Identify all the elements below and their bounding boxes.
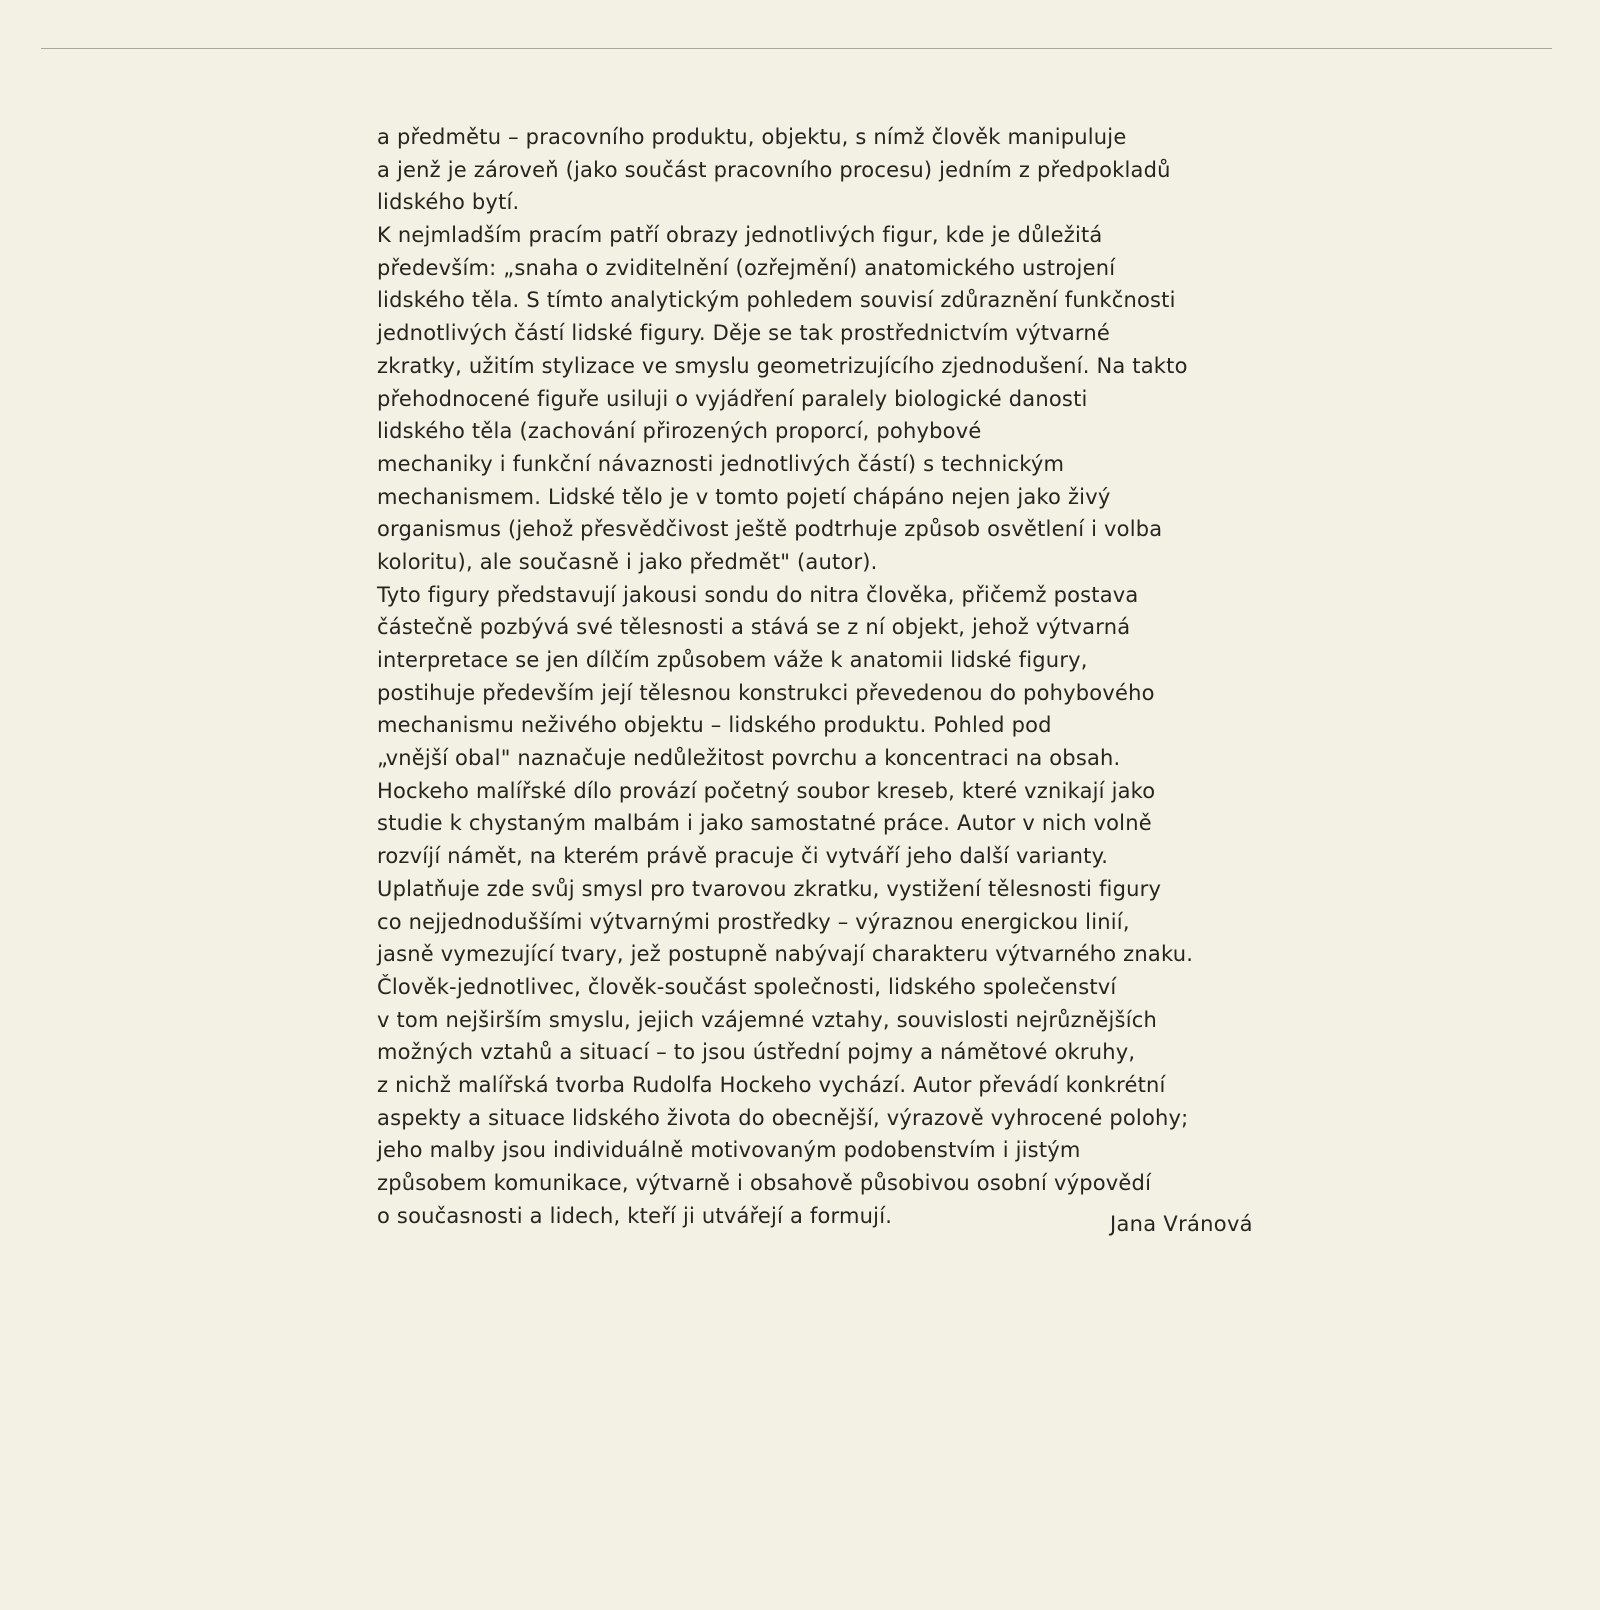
text-line: zkratky, užitím stylizace ve smyslu geometrizujícího zjednodušení. Na takto <box>377 353 1188 378</box>
text-line: K nejmladším pracím patří obrazy jednotlivých figur, kde je důležitá <box>377 223 1103 248</box>
text-line: lidského bytí. <box>377 190 520 215</box>
text-line: Uplatňuje zde svůj smysl pro tvarovou zkratku, vystižení tělesnosti figury <box>377 876 1162 901</box>
text-line: jeho malby jsou individuálně motivovaným podobenstvím i jistým <box>377 1138 1081 1163</box>
body-text <box>377 121 1377 1232</box>
text-line: a předmětu – pracovního produktu, objektu, s nímž člověk manipuluje <box>377 125 1127 149</box>
text-line: z nichž malířská tvorba Rudolfa Hockeho vychází. Autor převádí konkrétní <box>377 1072 1166 1097</box>
text-line: lidského těla. S tímto analytickým pohledem souvisí zdůraznění funkčnosti <box>377 288 1176 313</box>
text-line: mechanismem. Lidské tělo je v tomto pojetí chápáno nejen jako živý <box>377 484 1111 509</box>
text-line: postihuje především její tělesnou konstrukci převedenou do pohybového <box>377 680 1155 705</box>
text-line: lidského těla (zachování přirozených proporcí, pohybové <box>377 419 982 444</box>
text-line: především: „snaha o zviditelnění (ozřejmění) anatomického ustrojení <box>377 255 1116 280</box>
text-line: jednotlivých částí lidské figury. Děje se tak prostřednictvím výtvarné <box>377 321 1111 346</box>
text-line: v tom nejširším smyslu, jejich vzájemné vztahy, souvislosti nejrůznějších <box>377 1007 1157 1032</box>
text-line: rozvíjí námět, na kterém právě pracuje či vytváří jeho další varianty. <box>377 844 1109 869</box>
text-line: organismus (jehož přesvědčivost ještě podtrhuje způsob osvětlení i volba <box>377 517 1163 542</box>
text-line: přehodnocené figuře usiluji o vyjádření paralely biologické danosti <box>377 386 1088 411</box>
text-line: a jenž je zároveň (jako součást pracovního procesu) jedním z předpokladů <box>377 157 1171 182</box>
text-line: „vnější obal" naznačuje nedůležitost povrchu a koncentraci na obsah. <box>377 746 1121 771</box>
text-line: studie k chystaným malbám i jako samostatné práce. Autor v nich volně <box>377 811 1152 836</box>
text-line: jasně vymezující tvary, jež postupně nabývají charakteru výtvarného znaku. <box>377 942 1194 967</box>
text-line: způsobem komunikace, výtvarně i obsahově působivou osobní výpovědí <box>377 1171 1152 1195</box>
text-line: o současnosti a lidech, kteří ji utvářejí a formují. <box>377 1203 893 1228</box>
text-line: Člověk-jednotlivec, člověk-součást společnosti, lidského společenství <box>377 974 1117 999</box>
text-line: Tyto figury představují jakousi sondu do nitra člověka, přičemž postava <box>377 582 1139 607</box>
text-line: koloritu), ale současně i jako předmět" (autor). <box>377 549 878 574</box>
text-line: aspekty a situace lidského života do obecnější, výrazově vyhrocené polohy; <box>377 1105 1189 1130</box>
text-line: Hockeho malířské dílo provází početný soubor kreseb, které vznikají jako <box>377 778 1156 803</box>
text-line: mechaniky i funkční návaznosti jednotlivých částí) s technickým <box>377 451 1065 476</box>
author-signature: Jana Vránová <box>1110 1212 1253 1236</box>
text-line: co nejjednoduššími výtvarnými prostředky – výraznou energickou linií, <box>377 909 1130 934</box>
top-rule <box>41 48 1552 49</box>
text-line: částečně pozbývá své tělesnosti a stává se z ní objekt, jehož výtvarná <box>377 615 1131 640</box>
text-line: mechanismu neživého objektu – lidského produktu. Pohled pod <box>377 713 1052 738</box>
text-line: možných vztahů a situací – to jsou ústřední pojmy a námětové okruhy, <box>377 1040 1136 1065</box>
text-line: interpretace se jen dílčím způsobem váže k anatomii lidské figury, <box>377 648 1088 672</box>
